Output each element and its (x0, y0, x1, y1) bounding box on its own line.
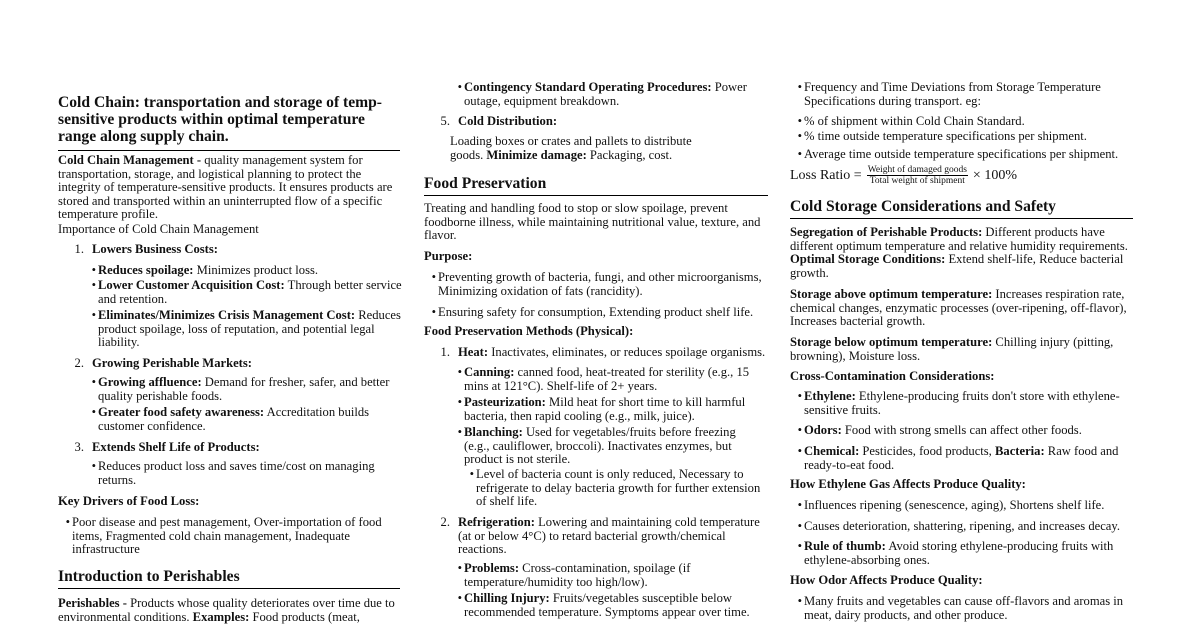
purpose-heading: Purpose: (424, 249, 473, 263)
list-item: • Average time outside temperature specifications per shipment. (797, 147, 1119, 161)
cold-chain-title: Cold Chain: transportation and storage of temp-sensitive products within optimal temperature range along supply chain. (58, 94, 400, 151)
key-drivers-heading: Key Drivers of Food Loss: (58, 494, 200, 508)
loss-ratio-formula: Loss Ratio = $\frac{\text{Weight of damaged goods}}{\text{Total weight of shipment}}$ × 100% (790, 165, 1017, 186)
list-item: • Greater food safety awareness: Accreditation builds customer confidence. (91, 405, 370, 433)
list-item: 2. Growing Perishable Markets: (74, 356, 252, 370)
list-item: • Pasteurization: Mild heat for short time to kill harmful bacteria, then rapid cooling (e.g., milk, juice). (457, 395, 746, 423)
list-item: • Reduces spoilage: Minimizes product loss. (91, 263, 319, 277)
introduction-heading: Introduction to Perishables (58, 568, 400, 589)
list-item: • % of shipment within Cold Chain Standard. (797, 114, 1025, 128)
list-item: • Contingency Standard Operating Procedures: Power outage, equipment breakdown. (457, 80, 747, 108)
list-item: • Influences ripening (senescence, aging), Shortens shelf life. (797, 498, 1105, 512)
list-item: • Poor disease and pest management, Over-importation of food items, Fragmented cold chain management, Inadequate infrastructure (65, 515, 382, 557)
list-item: • Reduces product loss and saves time/cost on managing returns. (91, 459, 375, 487)
list-item: • Chilling Injury: Fruits/vegetables susceptible below recommended temperature. Symptoms appear over time. (457, 591, 750, 619)
list-item: • Blanching: Used for vegetables/fruits before freezing (e.g., cauliflower, broccoli). Inactivates enzymes, but product is not sterile. (457, 425, 736, 467)
list-item: • Rule of thumb: Avoid storing ethylene-producing fruits with ethylene-absorbing ones. (797, 539, 1114, 567)
list-item: • Ensuring safety for consumption, Extending product shelf life. (431, 305, 754, 319)
loss-ratio-fraction: $\frac{\text{Weight of damaged goods}}{\text{Total weight of shipment}}$ (867, 165, 967, 186)
list-item: 1. Lowers Business Costs: (74, 242, 218, 256)
list-item: • Many fruits and vegetables can cause off-flavors and aromas in meat, dairy products, and other produce. (797, 594, 1124, 622)
list-item: 1. Heat: Inactivates, eliminates, or reduces spoilage organisms. (440, 345, 766, 359)
food-preservation-heading: Food Preservation (424, 175, 768, 196)
list-item: • Frequency and Time Deviations from Storage Temperature Specifications during transport. eg: (797, 80, 1101, 108)
segregation-para: Segregation of Perishable Products: Different products have different optimum temperature and relative humidity requirements. Optimal Storage Conditions: Extend shelf-life, Reduce bacterial growth. (790, 225, 1128, 280)
list-item: 2. Refrigeration: Lowering and maintaining cold temperature (at or below 4°C) to retard bacterial growth/chemical reactions. (440, 515, 760, 557)
list-item: • Odors: Food with strong smells can affect other foods. (797, 423, 1082, 437)
importance-heading: Importance of Cold Chain Management (58, 222, 259, 236)
list-item: • Canning: canned food, heat-treated for sterility (e.g., 15 mins at 121°C). Shelf-life of 2+ years. (457, 365, 750, 393)
list-item: 5. Cold Distribution: (440, 114, 558, 128)
list-item: • Causes deterioration, shattering, ripening, and increases decay. (797, 519, 1121, 533)
cold-chain-management-para: Cold Chain Management - quality management system for transportation, storage, and logistical planning to protect the integrity of temperature-sensitive products. It ensures products are stored and transported within an uninterrupted flow of a specific temperature profile. (58, 153, 393, 222)
list-item: • Eliminates/Minimizes Crisis Management Cost: Reduces product spoilage, loss of reputation, and potential legal liability. (91, 308, 401, 350)
cold-storage-heading: Cold Storage Considerations and Safety (790, 198, 1133, 219)
cross-contamination-heading: Cross-Contamination Considerations: (790, 369, 995, 383)
list-item: • % time outside temperature specifications per shipment. (797, 129, 1087, 143)
perishables-para: Perishables - Products whose quality deteriorates over time due to environmental conditions. Examples: Food products (meat, (58, 596, 395, 624)
ethylene-heading: How Ethylene Gas Affects Produce Quality: (790, 477, 1026, 491)
list-item: • Chemical: Pesticides, food products, Bacteria: Raw food and ready-to-eat food. (797, 444, 1119, 472)
list-item: • Growing affluence: Demand for fresher, safer, and better quality perishable foods. (91, 375, 390, 403)
cold-distribution-text: Loading boxes or crates and pallets to distribute goods. Minimize damage: Packaging, cost. (450, 134, 692, 162)
list-item: • Preventing growth of bacteria, fungi, and other microorganisms, Minimizing oxidation of fats (rancidity). (431, 270, 762, 298)
list-item: • Problems: Cross-contamination, spoilage (if temperature/humidity too high/low). (457, 561, 691, 589)
list-item: • Ethylene: Ethylene-producing fruits don't store with ethylene-sensitive fruits. (797, 389, 1120, 417)
list-item: • Lower Customer Acquisition Cost: Through better service and retention. (91, 278, 402, 306)
list-item: 3. Extends Shelf Life of Products: (74, 440, 260, 454)
odor-heading: How Odor Affects Produce Quality: (790, 573, 983, 587)
storage-below-para: Storage below optimum temperature: Chilling injury (pitting, browning), Moisture loss. (790, 335, 1114, 363)
list-item: • Level of bacteria count is only reduced, Necessary to refrigerate to delay bacteria growth for further extension of shelf life. (469, 467, 761, 509)
storage-above-para: Storage above optimum temperature: Increases respiration rate, chemical changes, enzymatic processes (over-ripening, off-flavor), Increases bacterial growth. (790, 287, 1127, 329)
methods-heading: Food Preservation Methods (Physical): (424, 324, 634, 338)
food-preservation-text: Treating and handling food to stop or slow spoilage, prevent foodborne illness, while maintaining nutritional value, texture, and flavor. (424, 201, 761, 243)
